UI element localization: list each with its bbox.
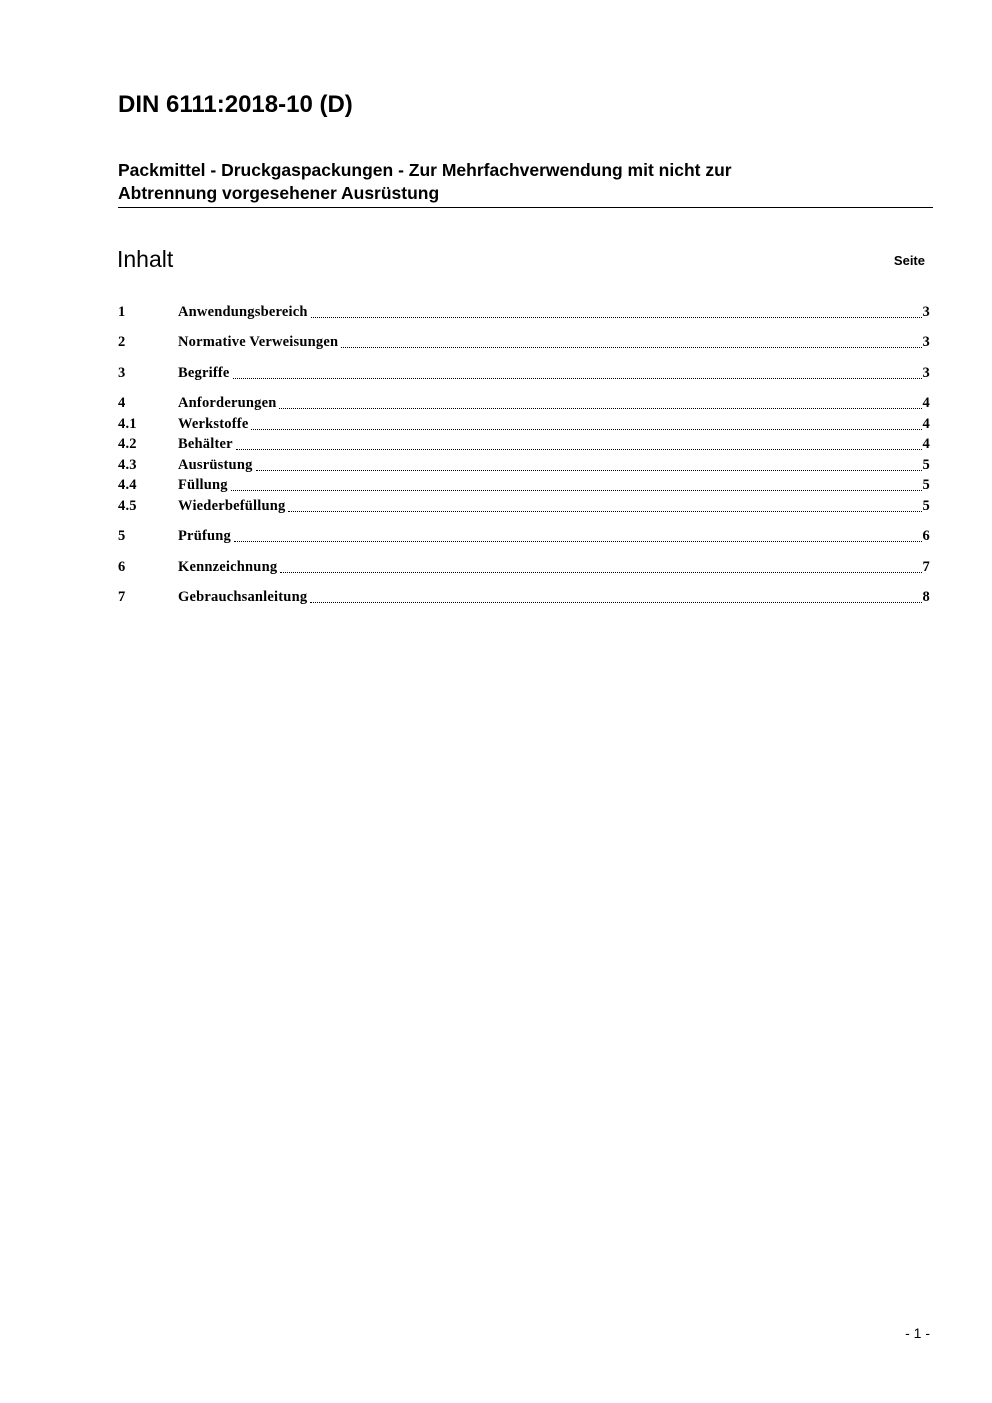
toc-entry[interactable] xyxy=(118,415,930,434)
toc-entry[interactable] xyxy=(118,394,930,413)
toc-entry[interactable] xyxy=(118,303,930,322)
toc-dot-leader xyxy=(310,602,921,603)
toc-entry-number: 4.4 xyxy=(118,477,137,493)
document-title xyxy=(118,159,933,208)
toc-entry-page: 4 xyxy=(922,436,930,452)
toc-entry-number: 7 xyxy=(118,589,126,605)
toc-entry[interactable] xyxy=(118,588,930,607)
toc-entry-number: 1 xyxy=(118,304,126,320)
toc-entry-title: Anwendungsbereich xyxy=(178,304,308,320)
toc-dot-leader xyxy=(256,470,922,471)
toc-entry[interactable] xyxy=(118,497,930,516)
toc-entry-title: Begriffe xyxy=(178,365,230,381)
toc-dot-leader xyxy=(311,317,922,318)
toc-entry-title: Ausrüstung xyxy=(178,457,253,473)
toc-dot-leader xyxy=(288,511,921,512)
toc-entry[interactable] xyxy=(118,476,930,495)
toc-page-column-label: Seite xyxy=(893,253,925,268)
page-number: - 1 - xyxy=(905,1325,930,1341)
toc-entry-title: Normative Verweisungen xyxy=(178,334,339,350)
toc-entry[interactable] xyxy=(118,527,930,546)
toc-entry-page: 4 xyxy=(922,395,930,411)
toc-entry-page: 5 xyxy=(922,457,930,473)
document-title-line-1: Packmittel - Druckgaspackungen - Zur Mehrfachverwendung mit nicht zur xyxy=(118,160,732,180)
toc-entry-page: 3 xyxy=(922,365,930,381)
toc-entry[interactable] xyxy=(118,333,930,352)
toc-entry-title: Prüfung xyxy=(178,528,231,544)
toc-dot-leader xyxy=(279,408,921,409)
toc-dot-leader xyxy=(280,572,921,573)
toc-heading: Inhalt xyxy=(117,246,174,272)
toc-dot-leader xyxy=(231,490,922,491)
toc-entry-page: 3 xyxy=(922,334,930,350)
toc-entry-title: Füllung xyxy=(178,477,228,493)
toc-entry-page: 5 xyxy=(922,498,930,514)
toc-entry-number: 4.1 xyxy=(118,416,137,432)
toc-entry[interactable] xyxy=(118,456,930,475)
toc-entry-number: 5 xyxy=(118,528,126,544)
toc-entry-title: Behälter xyxy=(178,436,233,452)
toc-entry-title: Gebrauchsanleitung xyxy=(178,589,308,605)
toc-entry-page: 3 xyxy=(922,304,930,320)
toc-entry-number: 3 xyxy=(118,365,126,381)
toc-entry-number: 6 xyxy=(118,559,126,575)
toc-entry[interactable] xyxy=(118,435,930,454)
toc-dot-leader xyxy=(341,347,921,348)
toc-dot-leader xyxy=(251,429,921,430)
toc-entry-title: Anforderungen xyxy=(178,395,277,411)
toc-entry-number: 4.2 xyxy=(118,436,137,452)
toc-entry-page: 4 xyxy=(922,416,930,432)
toc-entry[interactable] xyxy=(118,364,930,383)
toc-entry-title: Kennzeichnung xyxy=(178,559,278,575)
document-title-line-2: Abtrennung vorgesehener Ausrüstung xyxy=(118,183,440,203)
toc-entry-number: 4.3 xyxy=(118,457,137,473)
toc-dot-leader xyxy=(233,378,922,379)
document-id: DIN 6111:2018-10 (D) xyxy=(118,91,353,118)
toc-entry-title: Werkstoffe xyxy=(178,416,249,432)
toc-entry-page: 6 xyxy=(922,528,930,544)
toc-entry-page: 5 xyxy=(922,477,930,493)
toc-entry-number: 4.5 xyxy=(118,498,137,514)
toc-entry-number: 2 xyxy=(118,334,126,350)
toc-entry-title: Wiederbefüllung xyxy=(178,498,286,514)
toc-entry[interactable] xyxy=(118,558,930,577)
toc-entry-number: 4 xyxy=(118,395,126,411)
toc-dot-leader xyxy=(234,541,922,542)
toc-entry-page: 7 xyxy=(922,559,930,575)
toc-dot-leader xyxy=(236,449,922,450)
toc-entry-page: 8 xyxy=(922,589,930,605)
